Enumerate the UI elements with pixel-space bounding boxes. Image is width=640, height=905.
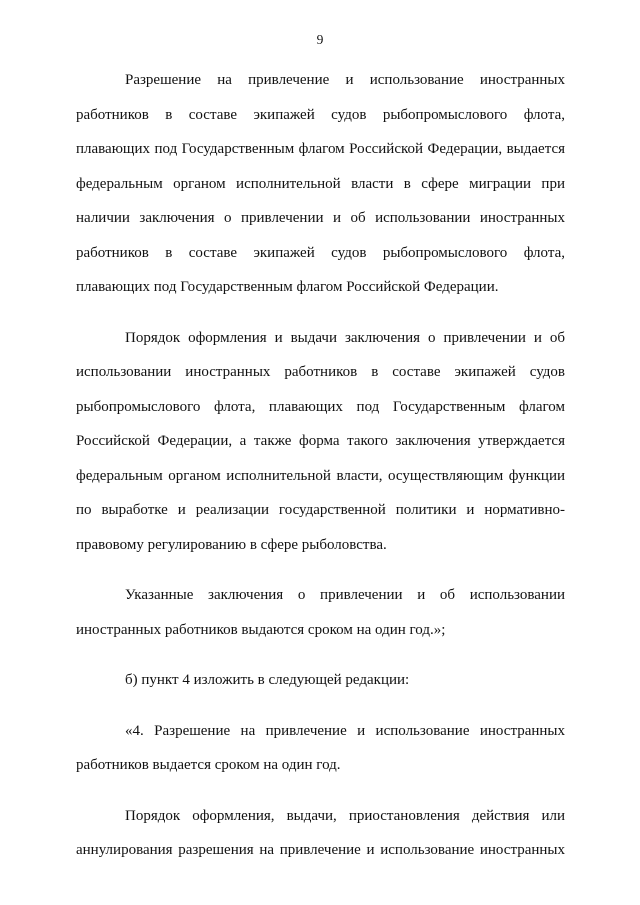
paragraph-conclusion-term: Указанные заключения о привлечении и об использовании иностранных работников выдаются сроком на один год.»; xyxy=(76,587,565,638)
paragraph-item-4-permit-term: «4. Разрешение на привлечение и использование иностранных работников выдается сроком на один год. xyxy=(76,722,565,773)
page-number: 9 xyxy=(316,32,324,47)
paragraph-permit-fishing-fleet: Разрешение на привлечение и использование иностранных работников в составе экипажей судов рыбопромыслового флота, плавающих под Государственным флагом Российской Федерации, выдается федеральным органом исполнительной власти в сфере миграции при наличии заключения о привлечении и об использовании иностранных работников в составе экипажей судов рыбопромыслового флота, плавающих под Государственным флагом Российской Федерации. xyxy=(76,72,565,295)
document-body xyxy=(76,63,565,868)
paragraph-conclusion-procedure: Порядок оформления и выдачи заключения о привлечении и об использовании иностранных работников в составе экипажей судов рыбопромыслового флота, плавающих под Государственным флагом Российской Федерации, а также форма такого заключения утверждается федеральным органом исполнительной власти, осуществляющим функции по выработке и реализации государственной политики и нормативно-правовому регулированию в сфере рыболовства. xyxy=(76,329,565,553)
paragraph-permit-procedure: Порядок оформления, выдачи, приостановления действия или аннулирования разрешения на привлечение и использование иностранных xyxy=(76,807,565,858)
paragraph-amendment-item-b: б) пункт 4 изложить в следующей редакции: xyxy=(125,672,410,688)
